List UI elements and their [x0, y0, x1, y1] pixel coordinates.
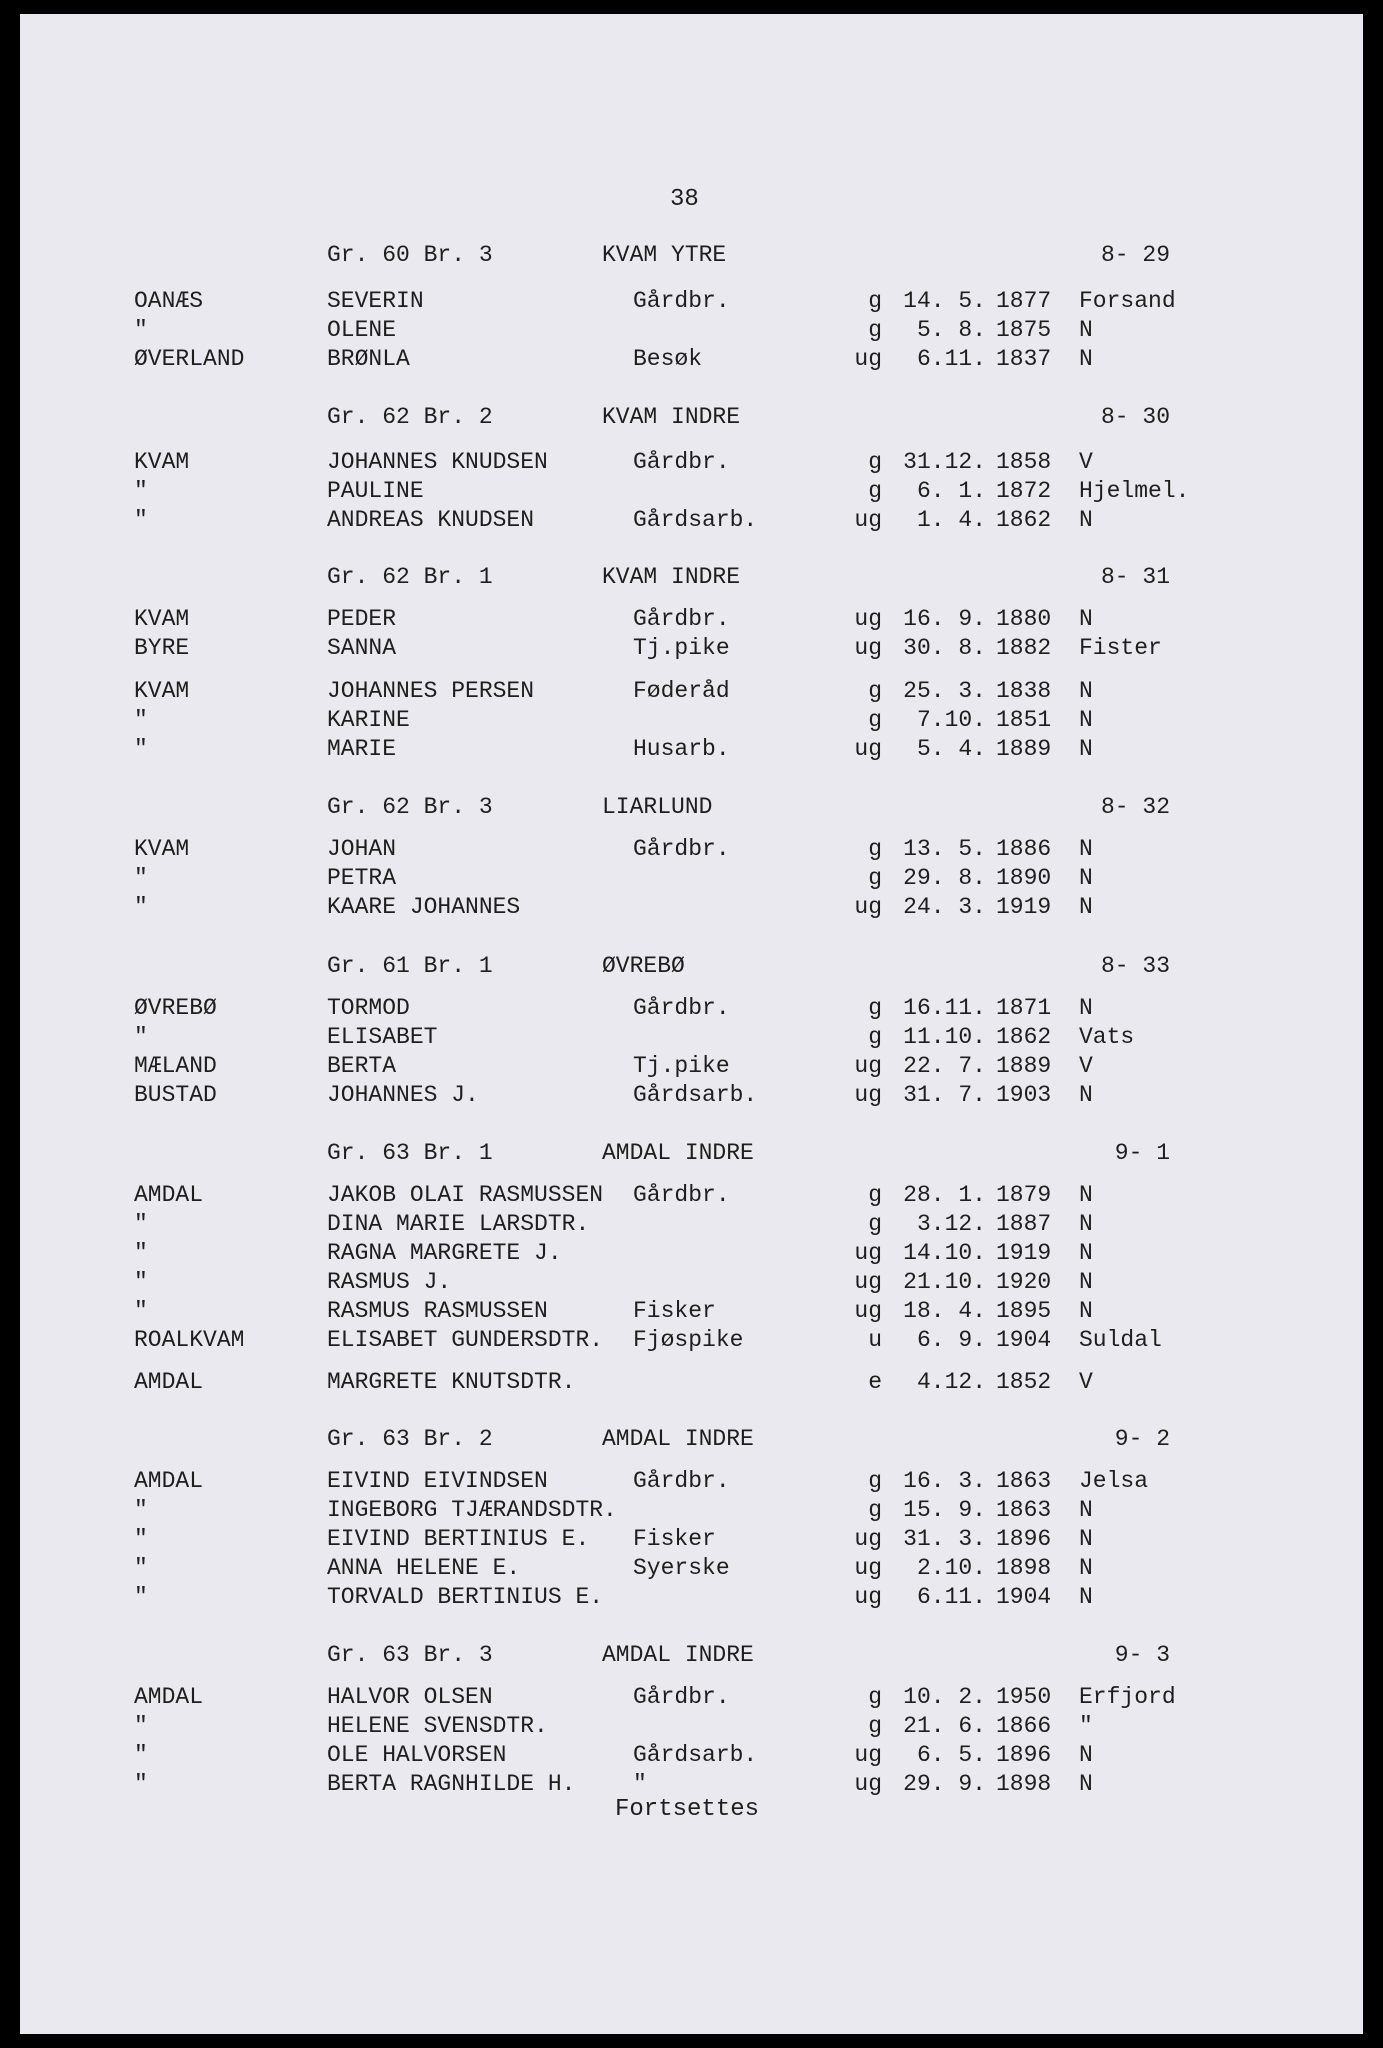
- marital-status: ug: [854, 1298, 882, 1324]
- birthplace: N: [1079, 1298, 1093, 1324]
- birthplace: N: [1079, 606, 1093, 632]
- birth-date: 7.10.: [916, 707, 986, 733]
- birthplace: V: [1079, 1369, 1093, 1395]
- person-row: [20, 1022, 1363, 1052]
- birth-year: 1890: [996, 865, 1052, 891]
- birth-year: 1862: [996, 1024, 1052, 1050]
- place-name: ": [134, 1298, 148, 1324]
- person-name: JOHANNES J.: [327, 1082, 479, 1108]
- birth-year: 1950: [996, 1684, 1052, 1710]
- place-name: ROALKVAM: [134, 1327, 245, 1353]
- birthplace: Forsand: [1079, 288, 1176, 314]
- marital-status: g: [868, 1497, 882, 1523]
- birthplace: Erfjord: [1079, 1684, 1176, 1710]
- place-name: ": [134, 317, 148, 343]
- person-row: [20, 315, 1363, 345]
- birth-year: 1851: [996, 707, 1052, 733]
- person-row: [20, 1051, 1363, 1081]
- occupation: Gårdsarb.: [633, 507, 758, 533]
- section-header: [20, 562, 1363, 592]
- birth-year: 1863: [996, 1497, 1052, 1523]
- occupation: Fisker: [633, 1526, 716, 1552]
- person-row: [20, 1180, 1363, 1210]
- birthplace: ": [1079, 1713, 1093, 1739]
- birth-date: 16. 3.: [903, 1468, 986, 1494]
- person-row: [20, 734, 1363, 764]
- birth-year: 1882: [996, 635, 1052, 661]
- birth-date: 6.11.: [916, 1584, 986, 1610]
- birth-date: 31.12.: [903, 449, 986, 475]
- section-header: [20, 240, 1363, 270]
- birthplace: N: [1079, 1269, 1093, 1295]
- place-name: ": [134, 865, 148, 891]
- birth-date: 14. 5.: [903, 288, 986, 314]
- occupation: Gårdbr.: [633, 606, 730, 632]
- gr-br-number: Gr. 60 Br. 3: [327, 242, 493, 268]
- person-name: INGEBORG TJÆRANDSDTR.: [327, 1497, 617, 1523]
- person-name: BERTA RAGNHILDE H.: [327, 1771, 576, 1797]
- marital-status: g: [868, 449, 882, 475]
- marital-status: ug: [854, 606, 882, 632]
- birth-year: 1858: [996, 449, 1052, 475]
- person-row: [20, 286, 1363, 316]
- birth-date: 5. 8.: [916, 317, 986, 343]
- gr-br-number: Gr. 63 Br. 1: [327, 1140, 493, 1166]
- birth-date: 3.12.: [916, 1211, 986, 1237]
- birth-date: 11.10.: [903, 1024, 986, 1050]
- person-row: [20, 1740, 1363, 1770]
- birth-date: 21.10.: [903, 1269, 986, 1295]
- birth-date: 31. 7.: [903, 1082, 986, 1108]
- occupation: Gårdbr.: [633, 1182, 730, 1208]
- place-name: AMDAL: [134, 1369, 204, 1395]
- person-name: ELISABET: [327, 1024, 438, 1050]
- birth-year: 1871: [996, 995, 1052, 1021]
- birth-date: 18. 4.: [903, 1298, 986, 1324]
- birth-year: 1896: [996, 1742, 1052, 1768]
- person-row: [20, 892, 1363, 922]
- document-page: [20, 14, 1363, 2034]
- birth-year: 1886: [996, 836, 1052, 862]
- place-name: ": [134, 894, 148, 920]
- marital-status: g: [868, 1684, 882, 1710]
- occupation: Føderåd: [633, 678, 730, 704]
- birth-year: 1919: [996, 894, 1052, 920]
- person-row: [20, 1524, 1363, 1554]
- occupation: Tj.pike: [633, 1053, 730, 1079]
- marital-status: g: [868, 317, 882, 343]
- place-name: OANÆS: [134, 288, 204, 314]
- person-name: JOHAN: [327, 836, 397, 862]
- occupation: Gårdbr.: [633, 836, 730, 862]
- continued-note: Fortsettes: [615, 1796, 760, 1823]
- birthplace: N: [1079, 317, 1093, 343]
- page-number: 38: [670, 186, 699, 213]
- place-name: KVAM: [134, 606, 190, 632]
- marital-status: ug: [854, 1082, 882, 1108]
- person-row: [20, 1209, 1363, 1239]
- birthplace: N: [1079, 1584, 1093, 1610]
- marital-status: g: [868, 1468, 882, 1494]
- birthplace: N: [1079, 1555, 1093, 1581]
- occupation: Tj.pike: [633, 635, 730, 661]
- birthplace: Hjelmel.: [1079, 478, 1190, 504]
- occupation: Gårdsarb.: [633, 1742, 758, 1768]
- gr-br-number: Gr. 61 Br. 1: [327, 953, 493, 979]
- marital-status: ug: [854, 1240, 882, 1266]
- person-name: BRØNLA: [327, 346, 410, 372]
- occupation: Gårdbr.: [633, 1684, 730, 1710]
- place-name: ØVREBØ: [134, 995, 217, 1021]
- birth-year: 1904: [996, 1327, 1052, 1353]
- person-name: RASMUS RASMUSSEN: [327, 1298, 548, 1324]
- birth-year: 1920: [996, 1269, 1052, 1295]
- person-name: EIVIND EIVINDSEN: [327, 1468, 548, 1494]
- birth-year: 1903: [996, 1082, 1052, 1108]
- birth-year: 1872: [996, 478, 1052, 504]
- birthplace: N: [1079, 836, 1093, 862]
- person-row: [20, 705, 1363, 735]
- birth-date: 31. 3.: [903, 1526, 986, 1552]
- person-name: JOHANNES KNUDSEN: [327, 449, 548, 475]
- place-name: MÆLAND: [134, 1053, 217, 1079]
- birth-year: 1898: [996, 1555, 1052, 1581]
- person-name: ANNA HELENE E.: [327, 1555, 521, 1581]
- place-name: ": [134, 1497, 148, 1523]
- place-name: ": [134, 1526, 148, 1552]
- place-name: KVAM: [134, 678, 190, 704]
- person-name: OLENE: [327, 317, 397, 343]
- marital-status: u: [868, 1327, 882, 1353]
- person-name: MARGRETE KNUTSDTR.: [327, 1369, 576, 1395]
- person-row: [20, 505, 1363, 535]
- marital-status: ug: [854, 346, 882, 372]
- person-name: RASMUS J.: [327, 1269, 452, 1295]
- birth-year: 1863: [996, 1468, 1052, 1494]
- birthplace: N: [1079, 995, 1093, 1021]
- person-name: RAGNA MARGRETE J.: [327, 1240, 562, 1266]
- place-name: ": [134, 1584, 148, 1610]
- marital-status: ug: [854, 736, 882, 762]
- birth-date: 22. 7.: [903, 1053, 986, 1079]
- section-header: [20, 951, 1363, 981]
- occupation: ": [633, 1771, 647, 1797]
- person-name: EIVIND BERTINIUS E.: [327, 1526, 590, 1552]
- birth-date: 30. 8.: [903, 635, 986, 661]
- farm-name: ØVREBØ: [602, 953, 685, 979]
- place-name: ": [134, 736, 148, 762]
- farm-name: AMDAL INDRE: [602, 1642, 754, 1668]
- birth-date: 16. 9.: [903, 606, 986, 632]
- person-name: SEVERIN: [327, 288, 424, 314]
- birth-year: 1880: [996, 606, 1052, 632]
- person-row: [20, 834, 1363, 864]
- place-name: ": [134, 478, 148, 504]
- birthplace: N: [1079, 1211, 1093, 1237]
- person-name: JAKOB OLAI RASMUSSEN: [327, 1182, 604, 1208]
- person-name: MARIE: [327, 736, 397, 762]
- marital-status: ug: [854, 1053, 882, 1079]
- birth-year: 1852: [996, 1369, 1052, 1395]
- birthplace: N: [1079, 865, 1093, 891]
- birthplace: N: [1079, 678, 1093, 704]
- section-ref: 9- 1: [1114, 1140, 1170, 1166]
- person-name: SANNA: [327, 635, 397, 661]
- section-header: [20, 1424, 1363, 1454]
- birthplace: Fister: [1079, 635, 1162, 661]
- place-name: KVAM: [134, 836, 190, 862]
- birth-date: 28. 1.: [903, 1182, 986, 1208]
- occupation: Besøk: [633, 346, 703, 372]
- marital-status: g: [868, 1024, 882, 1050]
- marital-status: g: [868, 288, 882, 314]
- person-row: [20, 1325, 1363, 1355]
- marital-status: g: [868, 1182, 882, 1208]
- gr-br-number: Gr. 63 Br. 3: [327, 1642, 493, 1668]
- marital-status: g: [868, 995, 882, 1021]
- section-ref: 9- 2: [1114, 1426, 1170, 1452]
- birth-year: 1919: [996, 1240, 1052, 1266]
- marital-status: ug: [854, 1555, 882, 1581]
- birthplace: N: [1079, 1526, 1093, 1552]
- gr-br-number: Gr. 63 Br. 2: [327, 1426, 493, 1452]
- person-name: TORMOD: [327, 995, 410, 1021]
- birth-year: 1889: [996, 736, 1052, 762]
- person-name: ELISABET GUNDERSDTR.: [327, 1327, 604, 1353]
- birth-date: 24. 3.: [903, 894, 986, 920]
- place-name: ": [134, 1771, 148, 1797]
- person-row: [20, 447, 1363, 477]
- occupation: Syerske: [633, 1555, 730, 1581]
- birth-date: 6. 5.: [916, 1742, 986, 1768]
- person-row: [20, 1466, 1363, 1496]
- marital-status: ug: [854, 1742, 882, 1768]
- place-name: AMDAL: [134, 1684, 204, 1710]
- person-row: [20, 1495, 1363, 1525]
- birth-date: 25. 3.: [903, 678, 986, 704]
- birthplace: V: [1079, 449, 1093, 475]
- occupation: Gårdbr.: [633, 995, 730, 1021]
- birth-date: 6.11.: [916, 346, 986, 372]
- birth-year: 1904: [996, 1584, 1052, 1610]
- birth-date: 13. 5.: [903, 836, 986, 862]
- place-name: BYRE: [134, 635, 190, 661]
- person-name: HELENE SVENSDTR.: [327, 1713, 548, 1739]
- birth-date: 29. 8.: [903, 865, 986, 891]
- birthplace: Suldal: [1079, 1327, 1162, 1353]
- gr-br-number: Gr. 62 Br. 1: [327, 564, 493, 590]
- person-row: [20, 993, 1363, 1023]
- person-row: [20, 1267, 1363, 1297]
- birth-date: 6. 9.: [916, 1327, 986, 1353]
- person-name: DINA MARIE LARSDTR.: [327, 1211, 590, 1237]
- occupation: Gårdbr.: [633, 449, 730, 475]
- place-name: ": [134, 1211, 148, 1237]
- place-name: KVAM: [134, 449, 190, 475]
- section-ref: 8- 33: [1100, 953, 1170, 979]
- marital-status: ug: [854, 1526, 882, 1552]
- occupation: Fisker: [633, 1298, 716, 1324]
- occupation: Gårdbr.: [633, 288, 730, 314]
- person-row: [20, 1553, 1363, 1583]
- birthplace: Vats: [1079, 1024, 1135, 1050]
- birth-date: 1. 4.: [916, 507, 986, 533]
- section-header: [20, 1640, 1363, 1670]
- birth-date: 4.12.: [916, 1369, 986, 1395]
- birthplace: N: [1079, 736, 1093, 762]
- person-row: [20, 1238, 1363, 1268]
- person-row: [20, 863, 1363, 893]
- farm-name: KVAM INDRE: [602, 564, 741, 590]
- person-name: BERTA: [327, 1053, 397, 1079]
- marital-status: ug: [854, 507, 882, 533]
- person-row: [20, 1080, 1363, 1110]
- person-row: [20, 476, 1363, 506]
- section-ref: 8- 30: [1100, 404, 1170, 430]
- section-header: [20, 402, 1363, 432]
- birth-date: 29. 9.: [903, 1771, 986, 1797]
- place-name: ØVERLAND: [134, 346, 245, 372]
- person-row: [20, 604, 1363, 634]
- birthplace: N: [1079, 1497, 1093, 1523]
- farm-name: KVAM YTRE: [602, 242, 727, 268]
- occupation: Gårdbr.: [633, 1468, 730, 1494]
- birthplace: N: [1079, 894, 1093, 920]
- place-name: ": [134, 707, 148, 733]
- marital-status: g: [868, 678, 882, 704]
- person-row: [20, 1682, 1363, 1712]
- occupation: Fjøspike: [633, 1327, 744, 1353]
- birthplace: V: [1079, 1053, 1093, 1079]
- place-name: ": [134, 1240, 148, 1266]
- person-row: [20, 1367, 1363, 1397]
- section-ref: 8- 31: [1100, 564, 1170, 590]
- person-name: ANDREAS KNUDSEN: [327, 507, 535, 533]
- birth-year: 1866: [996, 1713, 1052, 1739]
- section-header: [20, 792, 1363, 822]
- birth-date: 16.11.: [903, 995, 986, 1021]
- person-row: [20, 633, 1363, 663]
- person-name: PETRA: [327, 865, 397, 891]
- place-name: ": [134, 1742, 148, 1768]
- marital-status: g: [868, 707, 882, 733]
- birth-year: 1838: [996, 678, 1052, 704]
- place-name: AMDAL: [134, 1468, 204, 1494]
- birth-year: 1862: [996, 507, 1052, 533]
- birth-year: 1879: [996, 1182, 1052, 1208]
- place-name: BUSTAD: [134, 1082, 217, 1108]
- occupation: Husarb.: [633, 736, 730, 762]
- marital-status: g: [868, 478, 882, 504]
- person-row: [20, 1711, 1363, 1741]
- person-row: [20, 344, 1363, 374]
- birth-year: 1896: [996, 1526, 1052, 1552]
- place-name: ": [134, 1269, 148, 1295]
- birth-date: 21. 6.: [903, 1713, 986, 1739]
- marital-status: g: [868, 1211, 882, 1237]
- birthplace: N: [1079, 1742, 1093, 1768]
- birth-year: 1875: [996, 317, 1052, 343]
- person-name: PAULINE: [327, 478, 424, 504]
- gr-br-number: Gr. 62 Br. 2: [327, 404, 493, 430]
- person-row: [20, 676, 1363, 706]
- marital-status: ug: [854, 1771, 882, 1797]
- farm-name: AMDAL INDRE: [602, 1140, 754, 1166]
- birth-date: 15. 9.: [903, 1497, 986, 1523]
- section-header: [20, 1138, 1363, 1168]
- place-name: ": [134, 1024, 148, 1050]
- person-row: [20, 1769, 1363, 1799]
- birthplace: Jelsa: [1079, 1468, 1149, 1494]
- place-name: ": [134, 507, 148, 533]
- person-name: JOHANNES PERSEN: [327, 678, 535, 704]
- farm-name: LIARLUND: [602, 794, 713, 820]
- birth-year: 1898: [996, 1771, 1052, 1797]
- birth-year: 1895: [996, 1298, 1052, 1324]
- place-name: AMDAL: [134, 1182, 204, 1208]
- birth-date: 6. 1.: [916, 478, 986, 504]
- section-ref: 9- 3: [1114, 1642, 1170, 1668]
- person-name: PEDER: [327, 606, 397, 632]
- birth-year: 1889: [996, 1053, 1052, 1079]
- marital-status: ug: [854, 635, 882, 661]
- person-name: OLE HALVORSEN: [327, 1742, 507, 1768]
- birthplace: N: [1079, 707, 1093, 733]
- marital-status: ug: [854, 1269, 882, 1295]
- person-row: [20, 1296, 1363, 1326]
- birth-date: 10. 2.: [903, 1684, 986, 1710]
- birth-year: 1877: [996, 288, 1052, 314]
- birth-date: 2.10.: [916, 1555, 986, 1581]
- birth-date: 5. 4.: [916, 736, 986, 762]
- place-name: ": [134, 1555, 148, 1581]
- birthplace: N: [1079, 1240, 1093, 1266]
- birthplace: N: [1079, 346, 1093, 372]
- birth-year: 1837: [996, 346, 1052, 372]
- section-ref: 8- 29: [1100, 242, 1170, 268]
- marital-status: e: [868, 1369, 882, 1395]
- marital-status: g: [868, 836, 882, 862]
- person-name: KARINE: [327, 707, 410, 733]
- birthplace: N: [1079, 1082, 1093, 1108]
- gr-br-number: Gr. 62 Br. 3: [327, 794, 493, 820]
- farm-name: KVAM INDRE: [602, 404, 741, 430]
- place-name: ": [134, 1713, 148, 1739]
- occupation: Gårdsarb.: [633, 1082, 758, 1108]
- marital-status: ug: [854, 894, 882, 920]
- birthplace: N: [1079, 1771, 1093, 1797]
- birth-year: 1887: [996, 1211, 1052, 1237]
- person-row: [20, 1582, 1363, 1612]
- marital-status: g: [868, 865, 882, 891]
- marital-status: g: [868, 1713, 882, 1739]
- marital-status: ug: [854, 1584, 882, 1610]
- birthplace: N: [1079, 507, 1093, 533]
- birthplace: N: [1079, 1182, 1093, 1208]
- person-name: TORVALD BERTINIUS E.: [327, 1584, 604, 1610]
- section-ref: 8- 32: [1100, 794, 1170, 820]
- person-name: KAARE JOHANNES: [327, 894, 521, 920]
- person-name: HALVOR OLSEN: [327, 1684, 493, 1710]
- birth-date: 14.10.: [903, 1240, 986, 1266]
- farm-name: AMDAL INDRE: [602, 1426, 754, 1452]
